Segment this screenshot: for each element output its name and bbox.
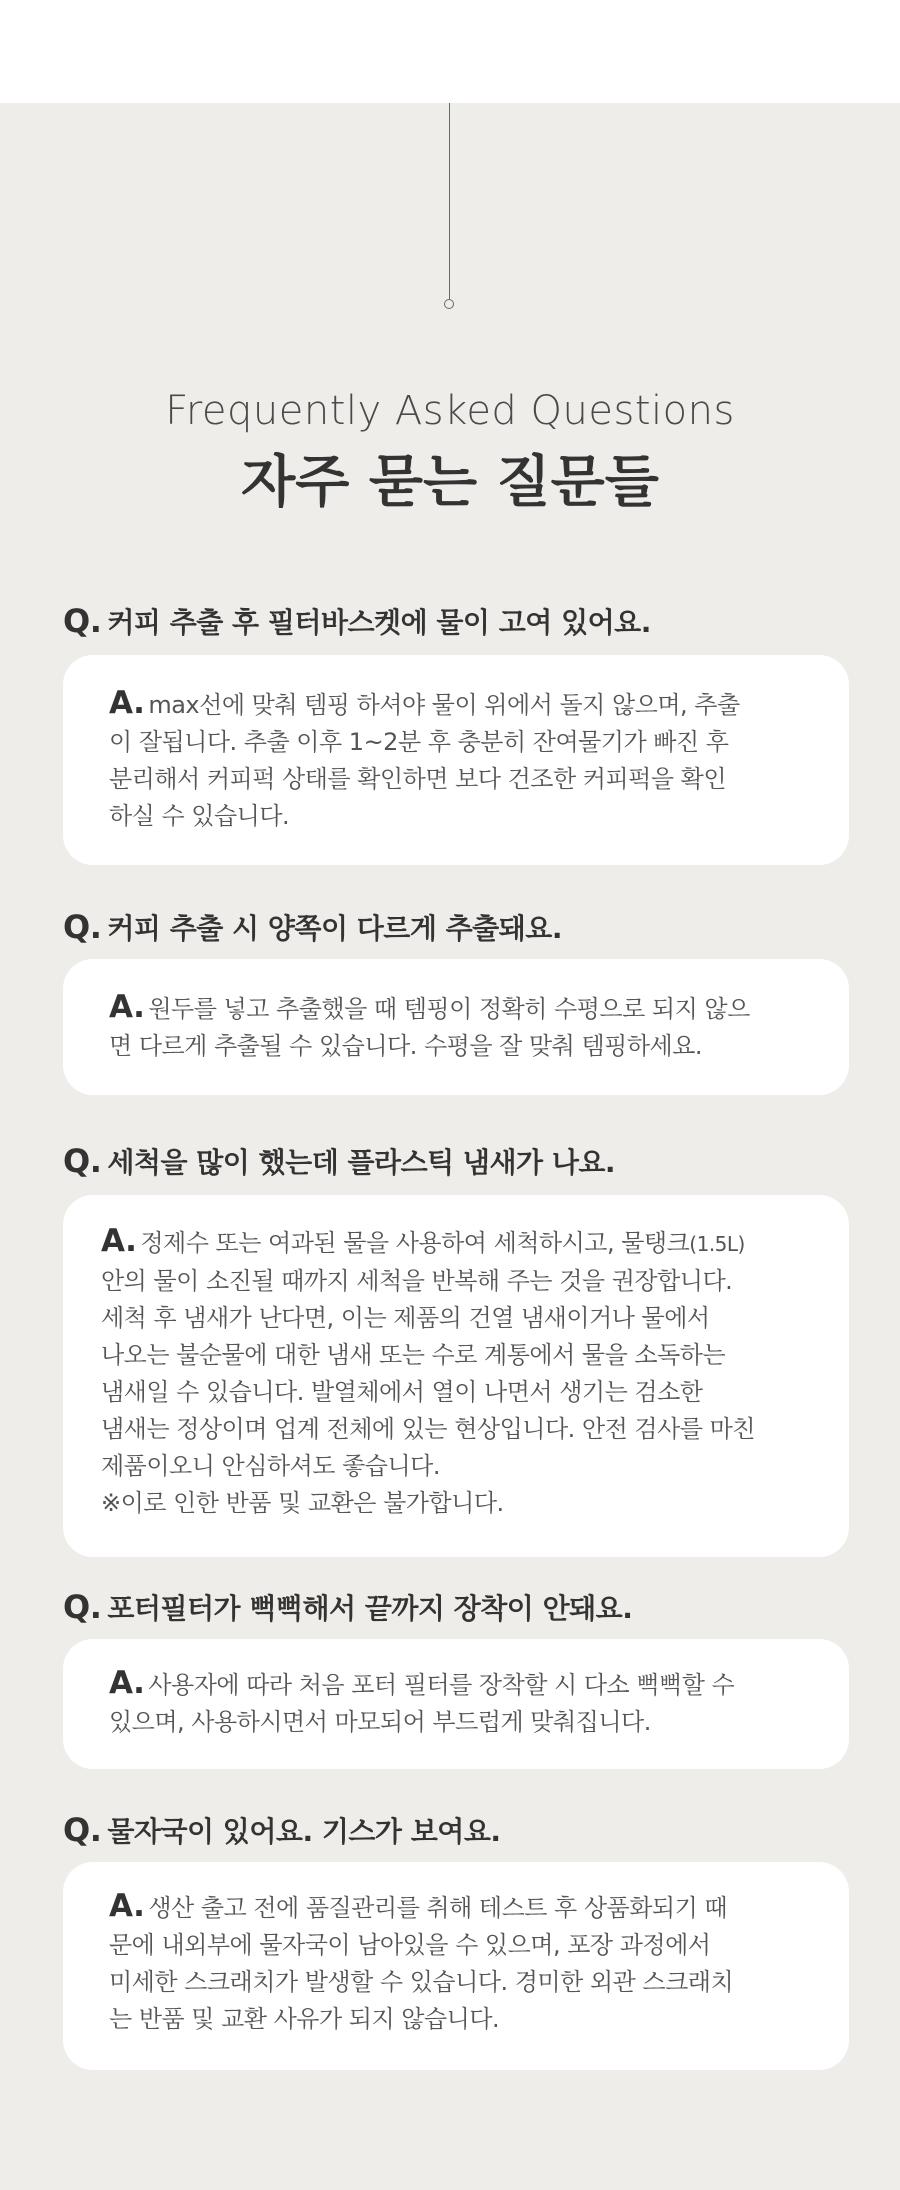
answer-line: 문에 내외부에 물자국이 남아있을 수 있으며, 포장 과정에서 xyxy=(109,1931,711,1959)
a-marker: A. xyxy=(109,989,145,1025)
answer-line: ※이로 인한 반품 및 교환은 불가합니다. xyxy=(101,1489,504,1517)
answer-line: 면 다르게 추출될 수 있습니다. 수평을 잘 맞춰 템핑하세요. xyxy=(109,1032,703,1060)
answer-card xyxy=(63,655,849,865)
answer-line: 는 반품 및 교환 사유가 되지 않습니다. xyxy=(109,2005,500,2033)
faq-question xyxy=(63,603,849,639)
q-marker: Q. xyxy=(63,1588,102,1626)
answer-line: 제품이오니 안심하셔도 좋습니다. xyxy=(101,1452,440,1480)
timeline-dot xyxy=(444,299,454,309)
capacity-note: (1.5L) xyxy=(689,1232,745,1256)
answer-text xyxy=(109,1888,809,2038)
faq-question xyxy=(63,1143,849,1179)
answer-card xyxy=(63,1195,849,1557)
answer-line: 세척 후 냄새가 난다면, 이는 제품의 건열 냄새이거나 물에서 xyxy=(101,1304,710,1332)
answer-line: max선에 맞춰 템핑 하셔야 물이 위에서 돌지 않으며, 추출 xyxy=(148,691,740,719)
faq-item xyxy=(63,1142,849,1517)
faq-item xyxy=(63,1588,849,1736)
answer-line: 있으며, 사용하시면서 마모되어 부드럽게 맞춰집니다. xyxy=(109,1708,651,1736)
question-text: 세척을 많이 했는데 플라스틱 냄새가 나요. xyxy=(107,1146,616,1179)
faq-section xyxy=(0,103,900,2190)
answer-line: 이 잘됩니다. 추출 이후 1~2분 후 충분히 잔여물기가 빠진 후 xyxy=(109,728,729,756)
faq-question xyxy=(63,1589,849,1625)
faq-item xyxy=(63,908,849,1060)
q-marker: Q. xyxy=(63,1811,102,1849)
answer-line: 정제수 또는 여과된 물을 사용하여 세척하시고, 물탱크 xyxy=(140,1229,690,1257)
q-marker: Q. xyxy=(63,1142,102,1180)
answer-line: 분리해서 커피퍽 상태를 확인하면 보다 건조한 커피퍽을 확인 xyxy=(109,765,727,793)
heading-english: Frequently Asked Questions xyxy=(165,388,735,434)
answer-card xyxy=(63,1639,849,1769)
answer-text xyxy=(101,1223,819,1522)
faq-question xyxy=(63,909,849,945)
answer-line: 냄새일 수 있습니다. 발열체에서 열이 나면서 생기는 검소한 xyxy=(101,1378,703,1406)
a-marker: A. xyxy=(101,1223,137,1259)
answer-card xyxy=(63,1862,849,2070)
question-text: 물자국이 있어요. 기스가 보여요. xyxy=(107,1815,501,1848)
answer-text xyxy=(109,989,809,1065)
answer-line: 사용자에 따라 처음 포터 필터를 장착할 시 다소 뻑뻑할 수 xyxy=(148,1671,735,1699)
q-marker: Q. xyxy=(63,908,102,946)
answer-card xyxy=(63,959,849,1095)
faq-item xyxy=(63,1811,849,2033)
answer-line: 하실 수 있습니다. xyxy=(109,802,290,830)
answer-text xyxy=(109,1665,809,1741)
faq-question xyxy=(63,1812,849,1848)
a-marker: A. xyxy=(109,685,145,721)
answer-line: 미세한 스크래치가 발생할 수 있습니다. 경미한 외관 스크래치 xyxy=(109,1968,734,1996)
answer-line: 냄새는 정상이며 업계 전체에 있는 현상입니다. 안전 검사를 마친 xyxy=(101,1415,755,1443)
a-marker: A. xyxy=(109,1665,145,1701)
answer-line: 원두를 넣고 추출했을 때 템핑이 정확히 수평으로 되지 않으 xyxy=(148,995,750,1023)
answer-line: 안의 물이 소진될 때까지 세척을 반복해 주는 것을 권장합니다. xyxy=(101,1267,733,1295)
answer-line: 나오는 불순물에 대한 냄새 또는 수로 계통에서 물을 소독하는 xyxy=(101,1341,726,1369)
question-text: 포터필터가 뻑뻑해서 끝까지 장착이 안돼요. xyxy=(107,1592,633,1625)
q-marker: Q. xyxy=(63,602,102,640)
top-band xyxy=(0,0,900,103)
a-marker: A. xyxy=(109,1888,145,1924)
answer-text xyxy=(109,685,805,835)
faq-item xyxy=(63,602,849,830)
question-text: 커피 추출 후 필터바스켓에 물이 고여 있어요. xyxy=(107,606,651,639)
heading-korean: 자주 묻는 질문들 xyxy=(241,450,659,515)
answer-line: 생산 출고 전에 품질관리를 취해 테스트 후 상품화되기 때 xyxy=(148,1894,728,1922)
question-text: 커피 추출 시 양쪽이 다르게 추출돼요. xyxy=(107,912,562,945)
timeline-line xyxy=(449,103,450,299)
